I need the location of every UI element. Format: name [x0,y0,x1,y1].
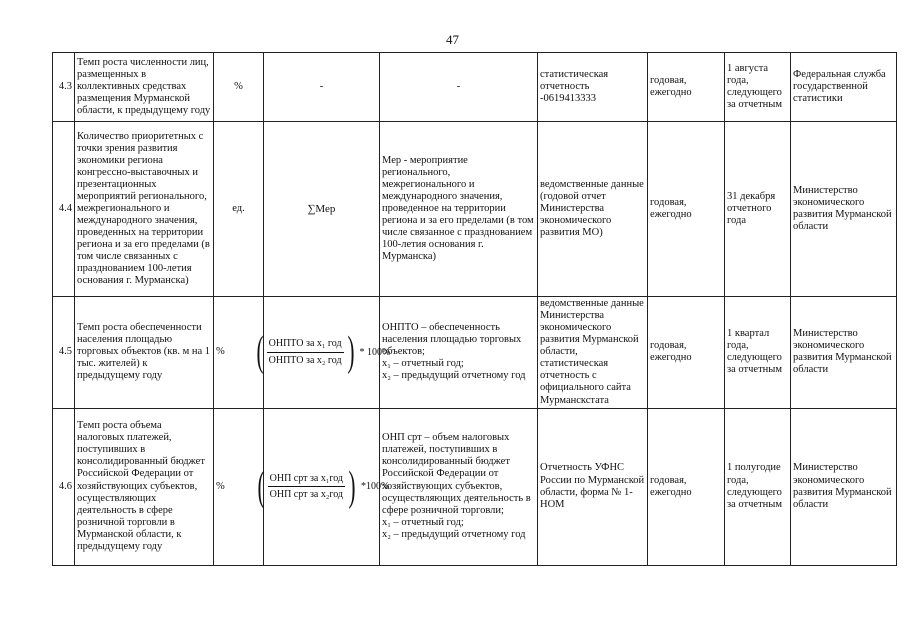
formula: ∑Мер [264,122,380,297]
data-source: ведомственные данные (годовой отчет Министерства экономического развития МО) [538,122,648,297]
deadline: 1 квартал года, следующего за отчетным [725,297,791,409]
data-source: Отчетность УФНС России по Мурманской области, форма № 1-НОМ [538,408,648,565]
formula [256,297,391,409]
formula: - [264,53,380,122]
explanation-line: x₁ – отчетный год; [382,358,464,370]
explanation-line: x₂ – предыдущий отчетному год [382,528,526,540]
fraction-numerator: ОНП срт за x₁год [268,473,345,488]
responsible: Министерство экономического развития Мурманской области [791,297,897,409]
deadline: 1 августа года, следующего за отчетным [725,53,791,122]
right-paren: ) [348,463,356,510]
left-paren: ( [257,463,265,510]
periodicity: годовая, ежегодно [648,297,725,409]
indicator-name: Темп роста обеспеченности населения площадью торговых объектов (кв. м на 1 тыс. жителей) к предыдущему году [75,297,214,409]
fraction [267,338,344,366]
fraction-denominator: ОНП срт за x₂год [269,489,344,501]
fraction-numerator: ОНПТО за x₁ год [267,338,344,353]
explanation-line: x₂ – предыдущий отчетному год [382,370,526,382]
table-row [53,297,897,409]
left-paren: ( [256,329,264,376]
data-source: статистическая отчетность -0619413333 [538,53,648,122]
formula-explanation: Мер - мероприятие регионального, межрегионального и международного значения, проведенное на территории региона и за его пределами (в том числе связанное с празднованием 100-летия основания г. Мурманска) [380,122,538,297]
page-number: 47 [446,32,459,47]
responsible: Федеральная служба государственной статистики [791,53,897,122]
deadline: 1 полугодие года, следующего за отчетным [725,408,791,565]
fraction [268,473,345,501]
explanation-line: ОНП срт – объем налоговых платежей, поступивших в консолидированный бюджет Российской Федерации от хозяйствующих субъектов, осуществляющих деятельность в сфере розничной торговли; [382,432,531,516]
explanation-line: x₁ – отчетный год; [382,516,464,528]
row-number: 4.4 [53,122,75,297]
responsible: Министерство экономического развития Мурманской области [791,408,897,565]
unit: % [214,53,264,122]
indicator-name: Количество приоритетных с точки зрения развития экономики региона конгрессно-выставочных и презентационных мероприятий регионального, межрегионального и международного значения, проведенных на территории региона и за его пределами (в том числе связанных с празднованием 100-летия основания г. Мурманска) [75,122,214,297]
unit: % [214,408,264,565]
row-number: 4.5 [53,297,75,409]
unit: ед. [214,122,264,297]
deadline: 31 декабря отчетного года [725,122,791,297]
row-number: 4.6 [53,408,75,565]
periodicity: годовая, ежегодно [648,53,725,122]
unit: % [214,297,264,409]
right-paren: ) [347,329,355,376]
formula [257,408,390,565]
table-row [53,122,897,297]
table-row [53,53,897,122]
formula-explanation [380,408,538,565]
data-source: ведомственные данные Министерства экономического развития Мурманской области, статистическая отчетность с официального сайта Мурманскстата [538,297,648,409]
responsible: Министерство экономического развития Мурманской области [791,122,897,297]
row-number: 4.3 [53,53,75,122]
formula-explanation [380,297,538,409]
indicators-table [52,52,897,566]
table-row [53,408,897,565]
periodicity: годовая, ежегодно [648,122,725,297]
indicator-name: Темп роста объема налоговых платежей, поступивших в консолидированный бюджет Российской Федерации от хозяйствующих субъектов, осуществляющих деятельность в сфере розничной торговли в Мурманской области, к предыдущему году [75,408,214,565]
periodicity: годовая, ежегодно [648,408,725,565]
fraction-denominator: ОНПТО за x₂ год [268,354,342,366]
formula-multiplier: *100% [361,480,390,492]
indicator-name: Темп роста численности лиц, размещенных в коллективных средствах размещения Мурманской области, к предыдущему году [75,53,214,122]
formula-multiplier: * 100% [359,346,391,358]
formula-explanation: - [380,53,538,122]
explanation-line: ОНПТО – обеспеченность населения площадью торговых объектов; [382,322,522,358]
